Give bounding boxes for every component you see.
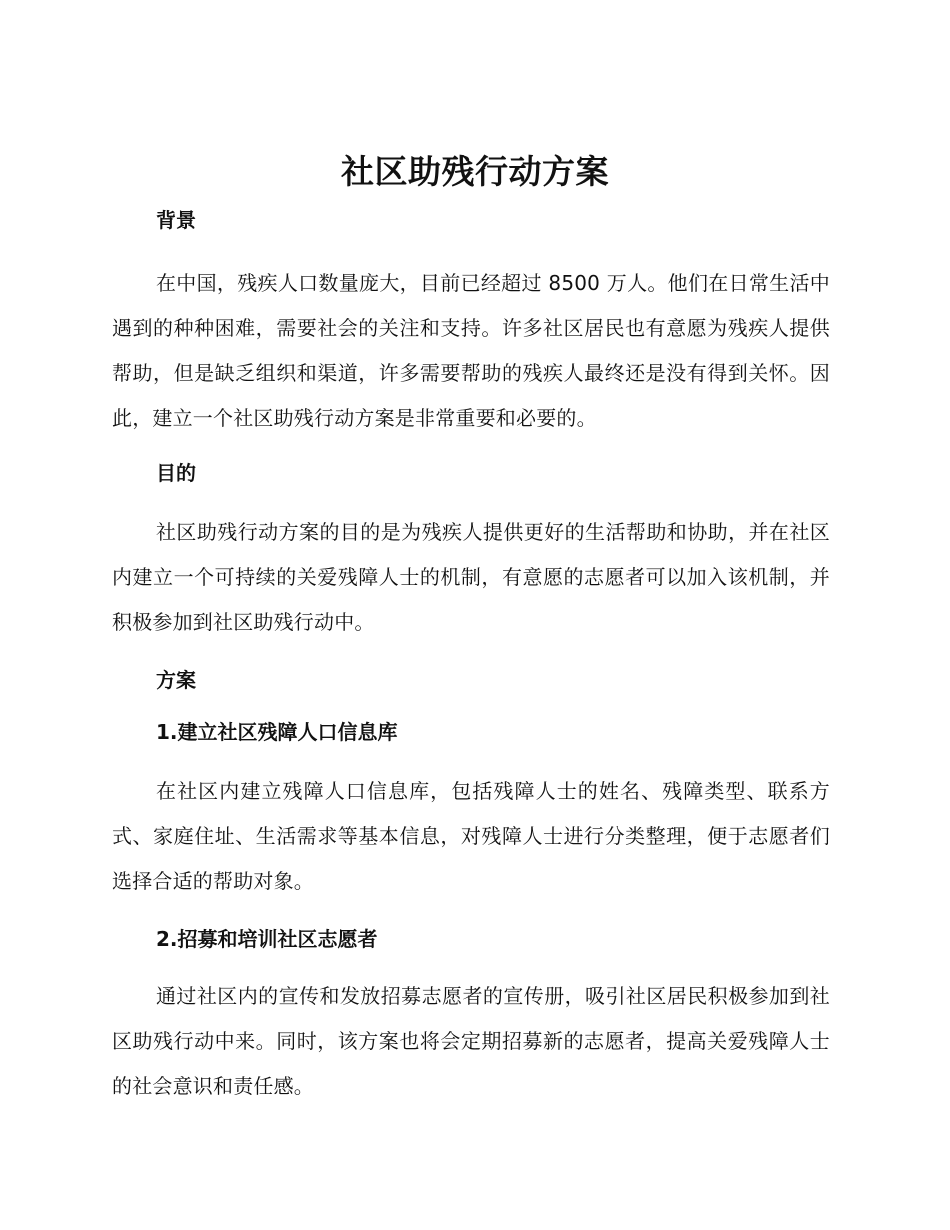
subsection-paragraph-info-database: 在社区内建立残障人口信息库，包括残障人士的姓名、残障类型、联系方式、家庭住址、生活需求等基本信息，对残障人士进行分类整理，便于志愿者们选择合适的帮助对象。: [112, 779, 830, 893]
subsection-paragraph-volunteers: 通过社区内的宣传和发放招募志愿者的宣传册，吸引社区居民积极参加到社区助残行动中来。同时，该方案也将会定期招募新的志愿者，提高关爱残障人士的社会意识和责任感。: [112, 984, 830, 1098]
section-paragraph-background: 在中国，残疾人口数量庞大，目前已经超过 8500 万人。他们在日常生活中遇到的种种困难，需要社会的关注和支持。许多社区居民也有意愿为残疾人提供帮助，但是缺乏组织和渠道，许多需要帮助的残疾人最终还是没有得到关怀。因此，建立一个社区助残行动方案是非常重要和必要的。: [112, 271, 830, 430]
document-title: 社区助残行动方案: [341, 152, 609, 191]
section-heading-plan: 方案: [156, 668, 196, 692]
section-heading-background: 背景: [156, 208, 196, 232]
section-paragraph-goal: 社区助残行动方案的目的是为残疾人提供更好的生活帮助和协助，并在社区内建立一个可持续的关爱残障人士的机制，有意愿的志愿者可以加入该机制，并积极参加到社区助残行动中。: [112, 520, 830, 634]
subsection-heading-info-database: 1.建立社区残障人口信息库: [156, 720, 398, 744]
document-body: [112, 205, 830, 1109]
section-heading-goal: 目的: [156, 461, 196, 485]
subsection-heading-volunteers: 2.招募和培训社区志愿者: [156, 927, 378, 951]
